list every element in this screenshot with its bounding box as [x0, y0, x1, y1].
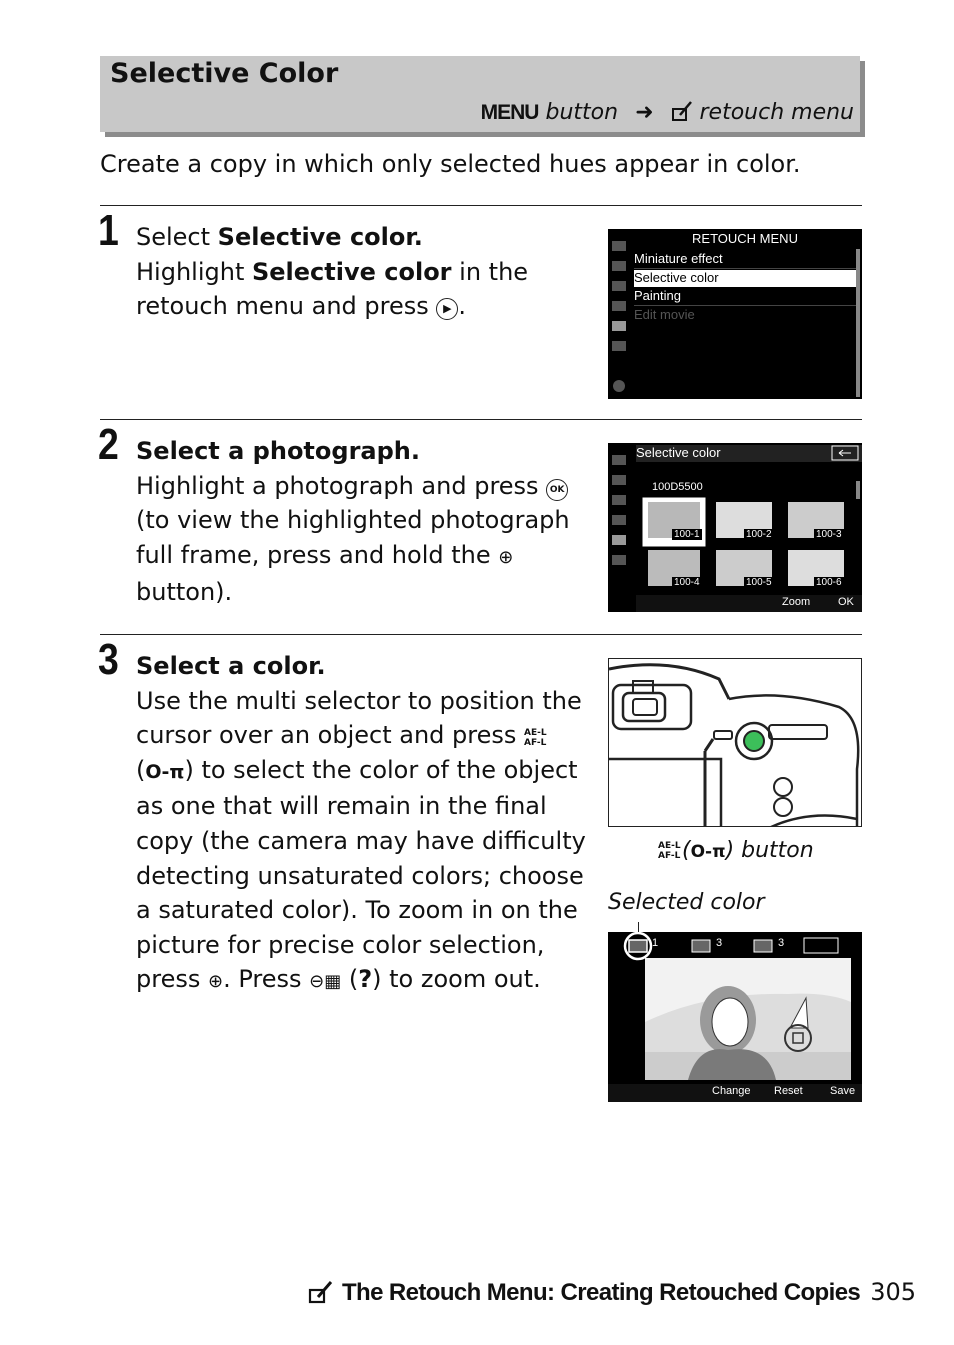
divider	[100, 634, 862, 635]
step-title: Select a color.	[136, 652, 326, 680]
color-select-screen	[608, 932, 862, 1102]
color-count: 1	[652, 937, 659, 949]
step-title: Select a photograph.	[136, 437, 420, 465]
camera-caption: AE-L AF-L(O‑π) button	[658, 838, 814, 863]
step-number: 3	[98, 635, 119, 684]
intro-text: Create a copy in which only selected hues appear in color.	[100, 150, 801, 178]
step-body: button).	[136, 578, 233, 607]
step-2-text	[136, 434, 588, 610]
protect-key-icon: O‑π	[690, 842, 726, 862]
save-hint: Save	[830, 1085, 856, 1097]
screen-title: Selective color	[636, 445, 721, 460]
step-body-bold: Selective color	[251, 257, 452, 286]
step-body: (	[341, 965, 359, 994]
footer-title: The Retouch Menu: Creating Retouched Copies	[341, 1279, 861, 1306]
divider	[100, 419, 862, 420]
selected-color-label: Selected color	[608, 890, 765, 915]
camera-back-drawing	[609, 659, 862, 827]
step-title: Selective color.	[217, 223, 423, 251]
section-header	[100, 56, 860, 132]
step-body: Highlight	[136, 257, 252, 286]
step-body: .	[458, 292, 467, 321]
menu-item-disabled: Edit movie	[634, 307, 695, 322]
thumb-label: 100-6	[816, 577, 842, 588]
menu-path-target: retouch menu	[699, 100, 854, 125]
caption-text: button	[741, 838, 814, 863]
folder-label: 100D5500	[652, 481, 703, 493]
page-footer	[308, 1278, 916, 1307]
photo-select-screen	[608, 443, 862, 612]
zoom-in-icon: ⊕	[207, 971, 224, 993]
step-1-text	[136, 220, 588, 324]
step-body: ) to select the color of the object as one that will remain in the final copy (the camera may have difficulty detecting unsaturated colors; choose a saturated color). To zoom in on the picture for precise color selection, press	[136, 755, 586, 994]
zoom-hint: Zoom	[782, 596, 811, 608]
menu-path-button: button	[545, 100, 619, 125]
reset-hint: Reset	[774, 1085, 803, 1097]
step-body: in the retouch menu and press	[136, 257, 529, 321]
menu-button-label: MENU	[480, 101, 539, 124]
thumb-label: 100-1	[674, 529, 700, 540]
color-count: 3	[716, 937, 723, 949]
thumb-label: 100-5	[746, 577, 772, 588]
menu-item: Painting	[634, 288, 856, 306]
protect-key-icon: O‑π	[145, 760, 185, 783]
retouch-icon	[671, 100, 693, 122]
step-body: ) to zoom out.	[372, 965, 541, 994]
step-title-prefix: Select	[136, 223, 218, 251]
retouch-menu-screen	[608, 229, 862, 399]
thumb-label: 100-3	[816, 529, 842, 540]
zoom-out-icon: ⊖▦	[309, 971, 342, 993]
change-hint: Change	[712, 1085, 751, 1097]
thumb-label: 100-4	[674, 577, 700, 588]
color-count: 3	[778, 937, 785, 949]
step-body: Highlight a photograph and press	[136, 471, 547, 500]
page-number: 305	[870, 1278, 916, 1306]
ok-button-icon: OK	[546, 479, 568, 501]
ok-hint: OK	[838, 596, 854, 608]
ae-af-lock-icon: AE-L AF-L	[658, 841, 681, 861]
step-3-text	[136, 649, 588, 1000]
zoom-in-icon: ⊕	[498, 546, 514, 568]
camera-illustration	[608, 658, 862, 827]
step-body: (to view the highlighted photograph full frame, press and hold the	[136, 506, 570, 569]
multi-selector-right-icon: ▶	[436, 298, 458, 320]
step-body: Use the multi selector to position the cursor over an object and press	[136, 686, 582, 750]
arrow-icon: ➜	[635, 100, 654, 125]
menu-item: Miniature effect	[634, 251, 856, 269]
menu-item-selected: Selective color	[634, 270, 856, 287]
step-body: . Press	[223, 965, 310, 994]
thumb-label: 100-2	[746, 529, 772, 540]
step-number: 1	[98, 206, 119, 255]
step-body: (	[136, 755, 146, 784]
selective-color-preview	[608, 932, 862, 1102]
divider	[100, 205, 862, 206]
section-title: Selective Color	[110, 58, 339, 89]
screen-title: RETOUCH MENU	[692, 231, 798, 246]
menu-path	[481, 100, 854, 125]
help-icon: ?	[358, 965, 373, 994]
retouch-icon	[308, 1280, 334, 1304]
ae-af-lock-icon: AE-L AF-L	[524, 728, 547, 749]
step-number: 2	[98, 420, 119, 469]
